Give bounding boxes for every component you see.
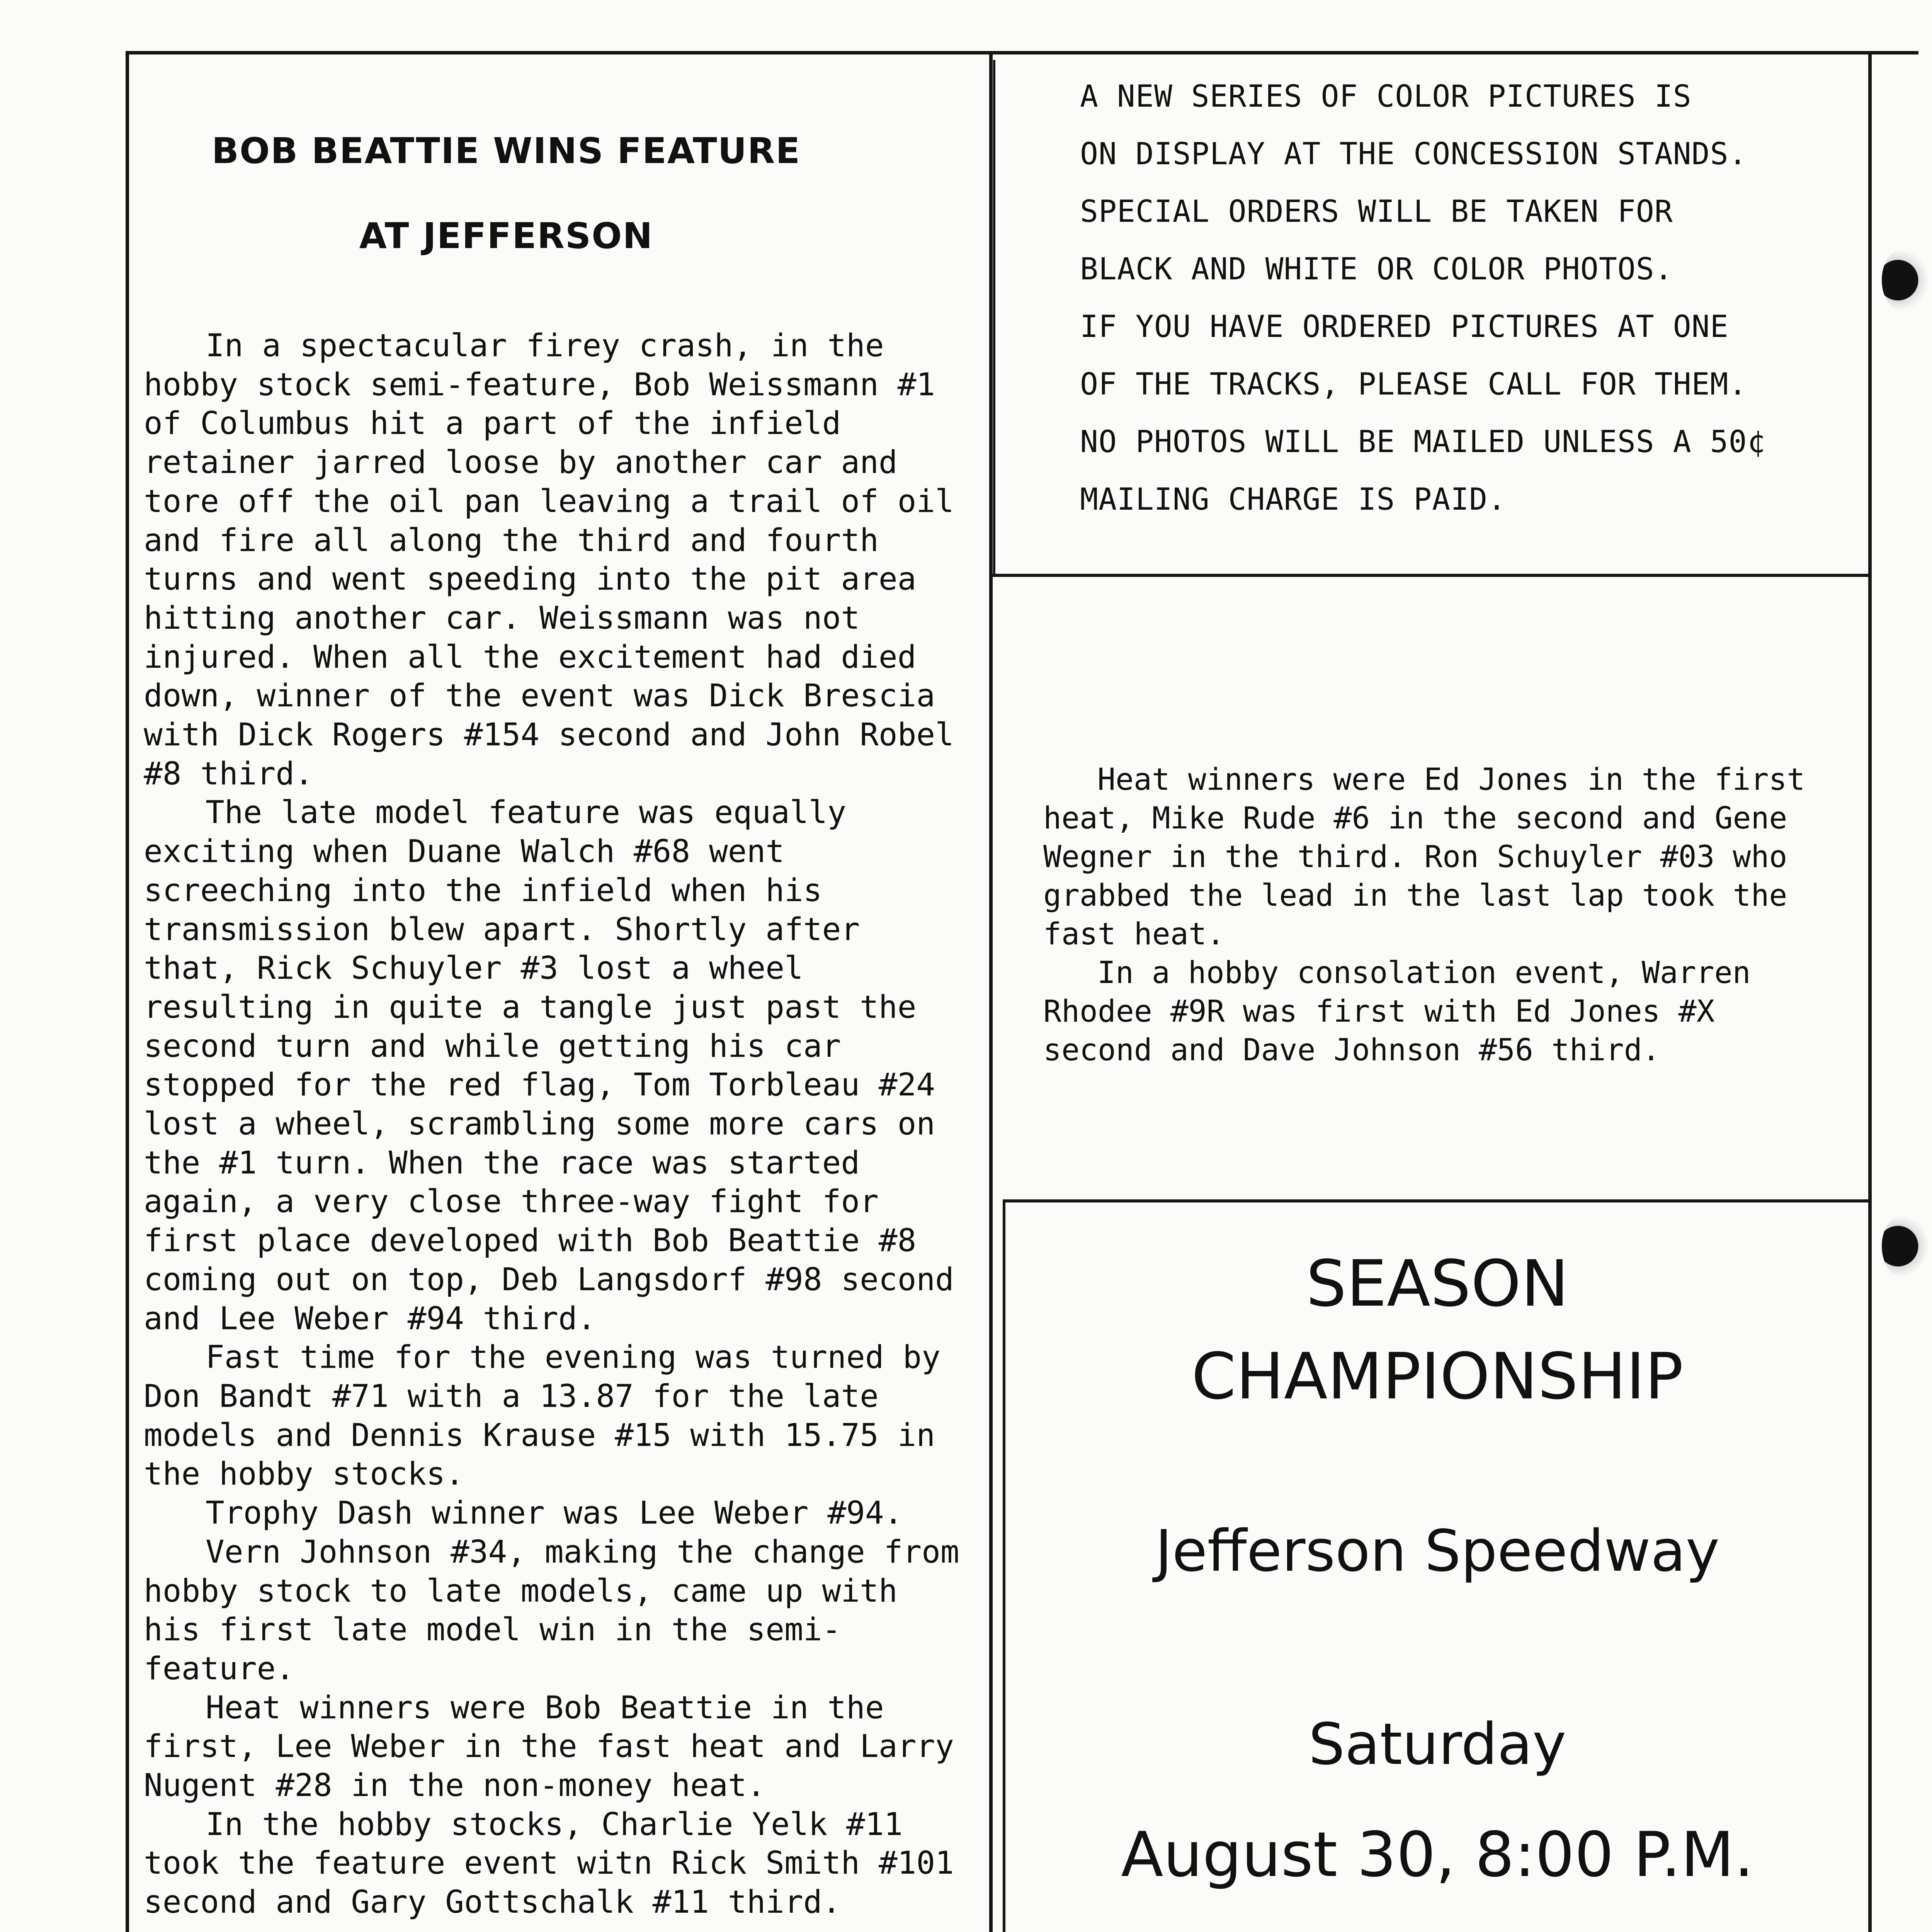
notice-line: ON DISPLAY AT THE CONCESSION STANDS.: [1080, 137, 1747, 172]
notice-line: NO PHOTOS WILL BE MAILED UNLESS A 50¢: [1080, 425, 1766, 459]
heats-paragraph: Heat winners were Ed Jones in the first heat, Mike Rude #6 in the second and Gene Wegner in the third. Ron Schuyler #03 who grabbed the lead in the last lap took the fast heat.: [1043, 762, 1805, 952]
notice-line: SPECIAL ORDERS WILL BE TAKEN FOR: [1080, 194, 1673, 229]
article-title-line1: BOB BEATTIE WINS FEATURE: [211, 130, 801, 172]
photo-notice: [1080, 73, 1814, 534]
right-border: [1868, 51, 1872, 1932]
article-paragraph: Heat winners were Bob Beattie in the first, Lee Weber in the fast heat and Larry Nugent #28 in the non-money heat.: [144, 1689, 954, 1804]
outer-border-left: [126, 51, 129, 1932]
outer-border-top: [126, 51, 1918, 54]
notice-line: A NEW SERIES OF COLOR PICTURES IS: [1080, 79, 1692, 114]
heat-winners: [1043, 760, 1832, 1070]
article-paragraph: In the hobby stocks, Charlie Yelk #11 took the feature event witn Rick Smith #101 second and Gary Gottschalk #11 third.: [144, 1806, 954, 1921]
article-paragraph: Trophy Dash winner was Lee Weber #94.: [206, 1495, 903, 1532]
championship-venue: Jefferson Speedway: [1155, 1518, 1720, 1584]
notice-line: IF YOU HAVE ORDERED PICTURES AT ONE: [1080, 310, 1729, 344]
championship-day: Saturday: [1308, 1711, 1566, 1777]
box-divider-2: [1003, 1199, 1870, 1202]
notice-line: BLACK AND WHITE OR COLOR PHOTOS.: [1080, 252, 1673, 287]
notice-line: OF THE TRACKS, PLEASE CALL FOR THEM.: [1080, 367, 1747, 402]
championship-line1: SEASON: [1306, 1247, 1569, 1321]
article-paragraph: Vern Johnson #34, making the change from hobby stock to late models, came up with his first late model win in the semi-feature.: [144, 1534, 959, 1687]
article-title-line2: AT JEFFERSON: [359, 215, 653, 257]
article-paragraph: In a spectacular firey crash, in the hobby stock semi-feature, Bob Weissmann #1 of Columbus hit a part of the infield retainer jarred loose by another car and tore off the oil pan leaving a trail of oil and fire all along the third and fourth turns and went speeding into the pit area hitting another car. Weissmann was not injured. When all the excitement had died down, winner of the event was Dick Brescia with Dick Rogers #154 second and John Robel #8 third.: [144, 328, 954, 792]
article-paragraph: Fast time for the evening was turned by Don Bandt #71 with a 13.87 for the late models and Dennis Krause #15 with 15.75 in the hobby stocks.: [144, 1339, 940, 1493]
article-body: [144, 327, 963, 1922]
left-inner-divider: [993, 60, 995, 574]
column-divider: [989, 51, 993, 1932]
championship-line2: CHAMPIONSHIP: [1191, 1339, 1684, 1413]
article-paragraph: The late model feature was equally exciting when Duane Walch #68 went screeching into the infield when his transmission blew apart. Shortly after that, Rick Schuyler #3 lost a wheel resulting in quite a tangle just past the second turn and while getting his car stopped for the red flag, Tom Torbleau #24 lost a wheel, scrambling some more cars on the #1 turn. When the race was started again, a very close three-way fight for first place developed with Bob Beattie #8 coming out on top, Deb Langsdorf #98 second and Lee Weber #94 third.: [144, 794, 954, 1337]
binder-hole-icon: [1882, 1213, 1928, 1279]
notice-line: MAILING CHARGE IS PAID.: [1080, 482, 1507, 517]
binder-hole-icon: [1882, 247, 1928, 313]
heats-paragraph: In a hobby consolation event, Warren Rhodee #9R was first with Ed Jones #X second and Dave Johnson #56 third.: [1043, 956, 1751, 1068]
box-divider-1: [989, 574, 1870, 577]
championship-date-time: August 30, 8:00 P.M.: [1121, 1818, 1754, 1891]
